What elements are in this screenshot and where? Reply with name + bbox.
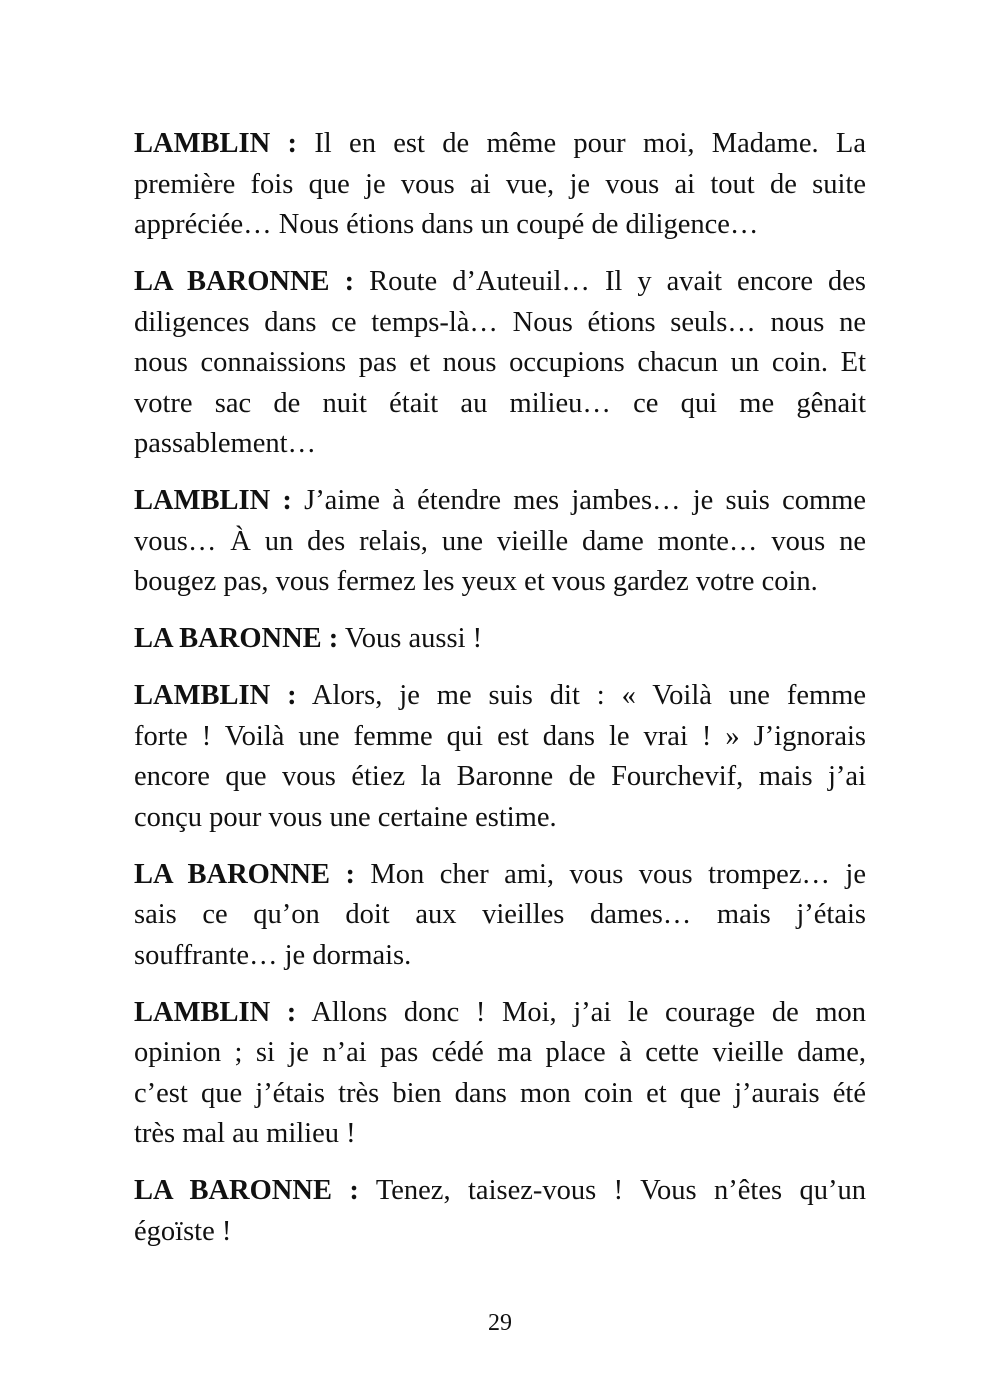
speaker-name: LA BARONNE : <box>134 1175 359 1206</box>
dialogue-text: Il en est de même pour moi, Madame. La <box>297 128 866 159</box>
text-line <box>134 262 866 303</box>
text-line: bougez pas, vous fermez les yeux et vous gardez votre coin. <box>134 566 818 597</box>
text-line: nous connaissions pas et nous occupions chacun un coin. Et <box>134 347 866 378</box>
text-line: encore que vous étiez la Baronne de Fourchevif, mais j’ai <box>134 761 866 792</box>
text-line <box>134 993 866 1034</box>
text-line <box>134 124 866 165</box>
text-line <box>134 1171 866 1212</box>
text-line: c’est que j’étais très bien dans mon coin et que j’aurais été <box>134 1077 866 1109</box>
speaker-name: LAMBLIN : <box>134 680 297 711</box>
dialogue-paragraph-1 <box>134 124 866 246</box>
dialogue-text: Vous aussi ! <box>338 623 483 654</box>
text-line: opinion ; si je n’ai pas cédé ma place à cette vieille dame, <box>134 1037 866 1068</box>
speaker-name: LAMBLIN : <box>134 485 292 516</box>
page-number: 29 <box>488 1310 512 1336</box>
speaker-name: LA BARONNE : <box>134 858 355 890</box>
text-line: conçu pour vous une certaine estime. <box>134 801 557 833</box>
text-line: souffrante… je dormais. <box>134 939 412 971</box>
page-body <box>134 124 866 1269</box>
text-line: très mal au milieu ! <box>134 1118 356 1149</box>
text-line: diligences dans ce temps-là… Nous étions seuls… nous ne <box>134 306 866 338</box>
text-line: forte ! Voilà une femme qui est dans le vrai ! » J’ignorais <box>134 720 866 752</box>
text-line <box>134 855 866 896</box>
text-line: égoïste ! <box>134 1215 232 1247</box>
dialogue-paragraph-8 <box>134 1171 866 1252</box>
dialogue-text: J’aime à étendre mes jambes… je suis comme <box>291 485 866 516</box>
text-line: passablement… <box>134 428 317 459</box>
speaker-name: LAMBLIN : <box>134 128 297 159</box>
text-line <box>134 481 866 522</box>
text-line <box>134 619 866 660</box>
dialogue-text: Route d’Auteuil… Il y avait encore des <box>354 266 867 297</box>
dialogue-paragraph-4 <box>134 619 866 660</box>
speaker-name: LA BARONNE : <box>134 623 339 654</box>
dialogue-paragraph-3 <box>134 481 866 603</box>
dialogue-paragraph-6 <box>134 855 866 977</box>
dialogue-text: Allons donc ! Moi, j’ai le courage de mon <box>296 996 866 1028</box>
dialogue-text: Tenez, taisez-vous ! Vous n’êtes qu’un <box>358 1175 866 1206</box>
text-line: appréciée… Nous étions dans un coupé de diligence… <box>134 209 759 240</box>
dialogue-text: Mon cher ami, vous vous trompez… je <box>354 858 866 890</box>
text-line: sais ce qu’on doit aux vieilles dames… mais j’étais <box>134 899 866 930</box>
dialogue-paragraph-7 <box>134 993 866 1155</box>
text-line: première fois que je vous ai vue, je vous ai tout de suite <box>134 168 866 200</box>
text-line <box>134 676 866 717</box>
text-line: votre sac de nuit était au milieu… ce qui me gênait <box>134 387 866 419</box>
speaker-name: LA BARONNE : <box>134 266 355 297</box>
dialogue-text: Alors, je me suis dit : « Voilà une femme <box>296 680 866 711</box>
dialogue-paragraph-5 <box>134 676 866 838</box>
text-line: vous… À un des relais, une vieille dame monte… vous ne <box>134 525 866 557</box>
dialogue-paragraph-2 <box>134 262 866 465</box>
speaker-name: LAMBLIN : <box>134 996 297 1028</box>
